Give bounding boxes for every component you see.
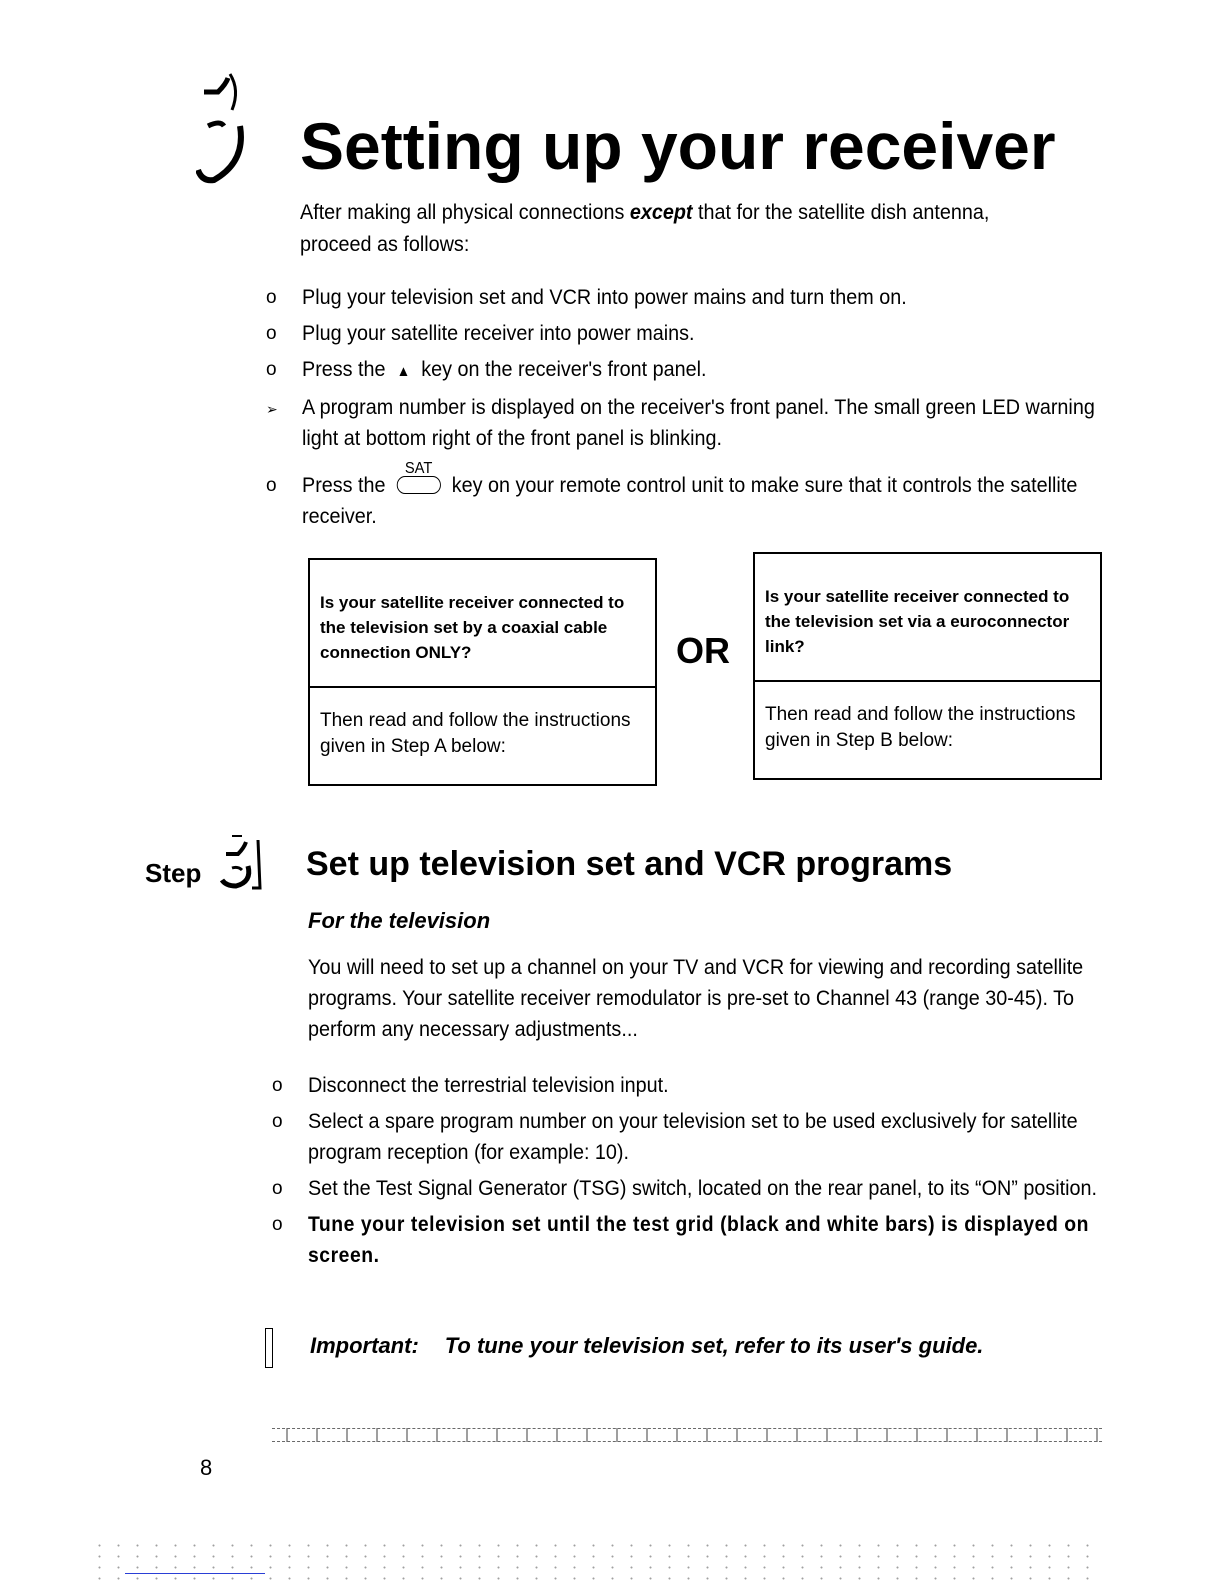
scan-noise: [90, 1540, 1090, 1580]
up-arrow-key-icon: ▲: [396, 363, 411, 380]
bullet-circle-icon: o: [272, 1178, 283, 1199]
setup-steps-list: [266, 282, 1102, 537]
step-a-letter-icon: [218, 826, 266, 890]
bullet-circle-icon: o: [272, 1111, 283, 1132]
television-steps-list: [272, 1070, 1108, 1276]
list-item: o Select a spare program number on your television set to be used exclusively for satellite program reception (for example: 10).: [308, 1106, 1108, 1168]
bullet-circle-icon: o: [266, 323, 277, 344]
bullet-circle-icon: o: [266, 287, 277, 308]
list-item: o Set the Test Signal Generator (TSG) switch, located on the rear panel, to its “ON” position.: [308, 1173, 1108, 1204]
bullet-circle-icon: o: [266, 359, 277, 380]
list-item: o Press the SAT key on your remote control unit to make sure that it controls the satellite receiver.: [266, 460, 1078, 528]
bullet-circle-icon: o: [272, 1214, 283, 1235]
important-text: To tune your television set, refer to its user's guide.: [444, 1333, 984, 1358]
page-number: 8: [200, 1455, 213, 1480]
list-item: o Plug your television set and VCR into power mains and turn them on.: [302, 282, 1102, 313]
intro-paragraph: After making all physical connections except that for the satellite dish antenna, proceed as follows:: [300, 200, 990, 256]
or-label: OR: [676, 630, 730, 671]
coaxial-answer: Then read and follow the instructions given in Step A below:: [320, 710, 631, 757]
scan-edge-line: [125, 1573, 265, 1574]
sat-key-icon: SAT: [397, 476, 441, 494]
euroconnector-question: Is your satellite receiver connected to the television set via a euroconnector link?: [755, 554, 1100, 682]
list-item: ➢ A program number is displayed on the receiver's front panel. The small green LED warning light at bottom right of the front panel is blinking.: [266, 395, 1095, 450]
important-marker-icon: [265, 1328, 273, 1368]
list-item: o Press the ▲ key on the receiver's front panel.: [302, 354, 1102, 387]
bullet-circle-icon: o: [266, 475, 277, 496]
bullet-circle-icon: o: [272, 1075, 283, 1096]
step-paragraph: You will need to set up a channel on your TV and VCR for viewing and recording satellite programs. Your satellite receiver remodulator is pre-set to Channel 43 (range 30-45). To perform any necessary adjustments...: [308, 955, 1084, 1041]
intro-emphasis: except: [629, 200, 693, 224]
important-note: [310, 1333, 983, 1359]
list-item: o Tune your television set until the test grid (black and white bars) is displayed on screen.: [308, 1209, 1108, 1271]
step-label: Step: [145, 858, 202, 888]
list-item: o Plug your satellite receiver into power mains.: [302, 318, 1102, 349]
important-label: Important:: [310, 1333, 419, 1358]
footer-rule: [272, 1428, 1102, 1442]
arrow-bullet-icon: ➢: [266, 401, 278, 417]
coaxial-question: Is your satellite receiver connected to the television set by a coaxial cable connection ONLY?: [310, 560, 655, 688]
step-heading: Set up television set and VCR programs: [306, 845, 953, 883]
subheading-television: For the television: [308, 908, 491, 933]
euroconnector-option-box: [753, 552, 1102, 780]
coaxial-option-box: [308, 558, 657, 786]
section-number-3-icon: [196, 70, 256, 190]
list-item: o Disconnect the terrestrial television input.: [308, 1070, 1108, 1101]
page-title: Setting up your receiver: [300, 109, 1056, 183]
euroconnector-answer: Then read and follow the instructions given in Step B below:: [765, 704, 1076, 751]
